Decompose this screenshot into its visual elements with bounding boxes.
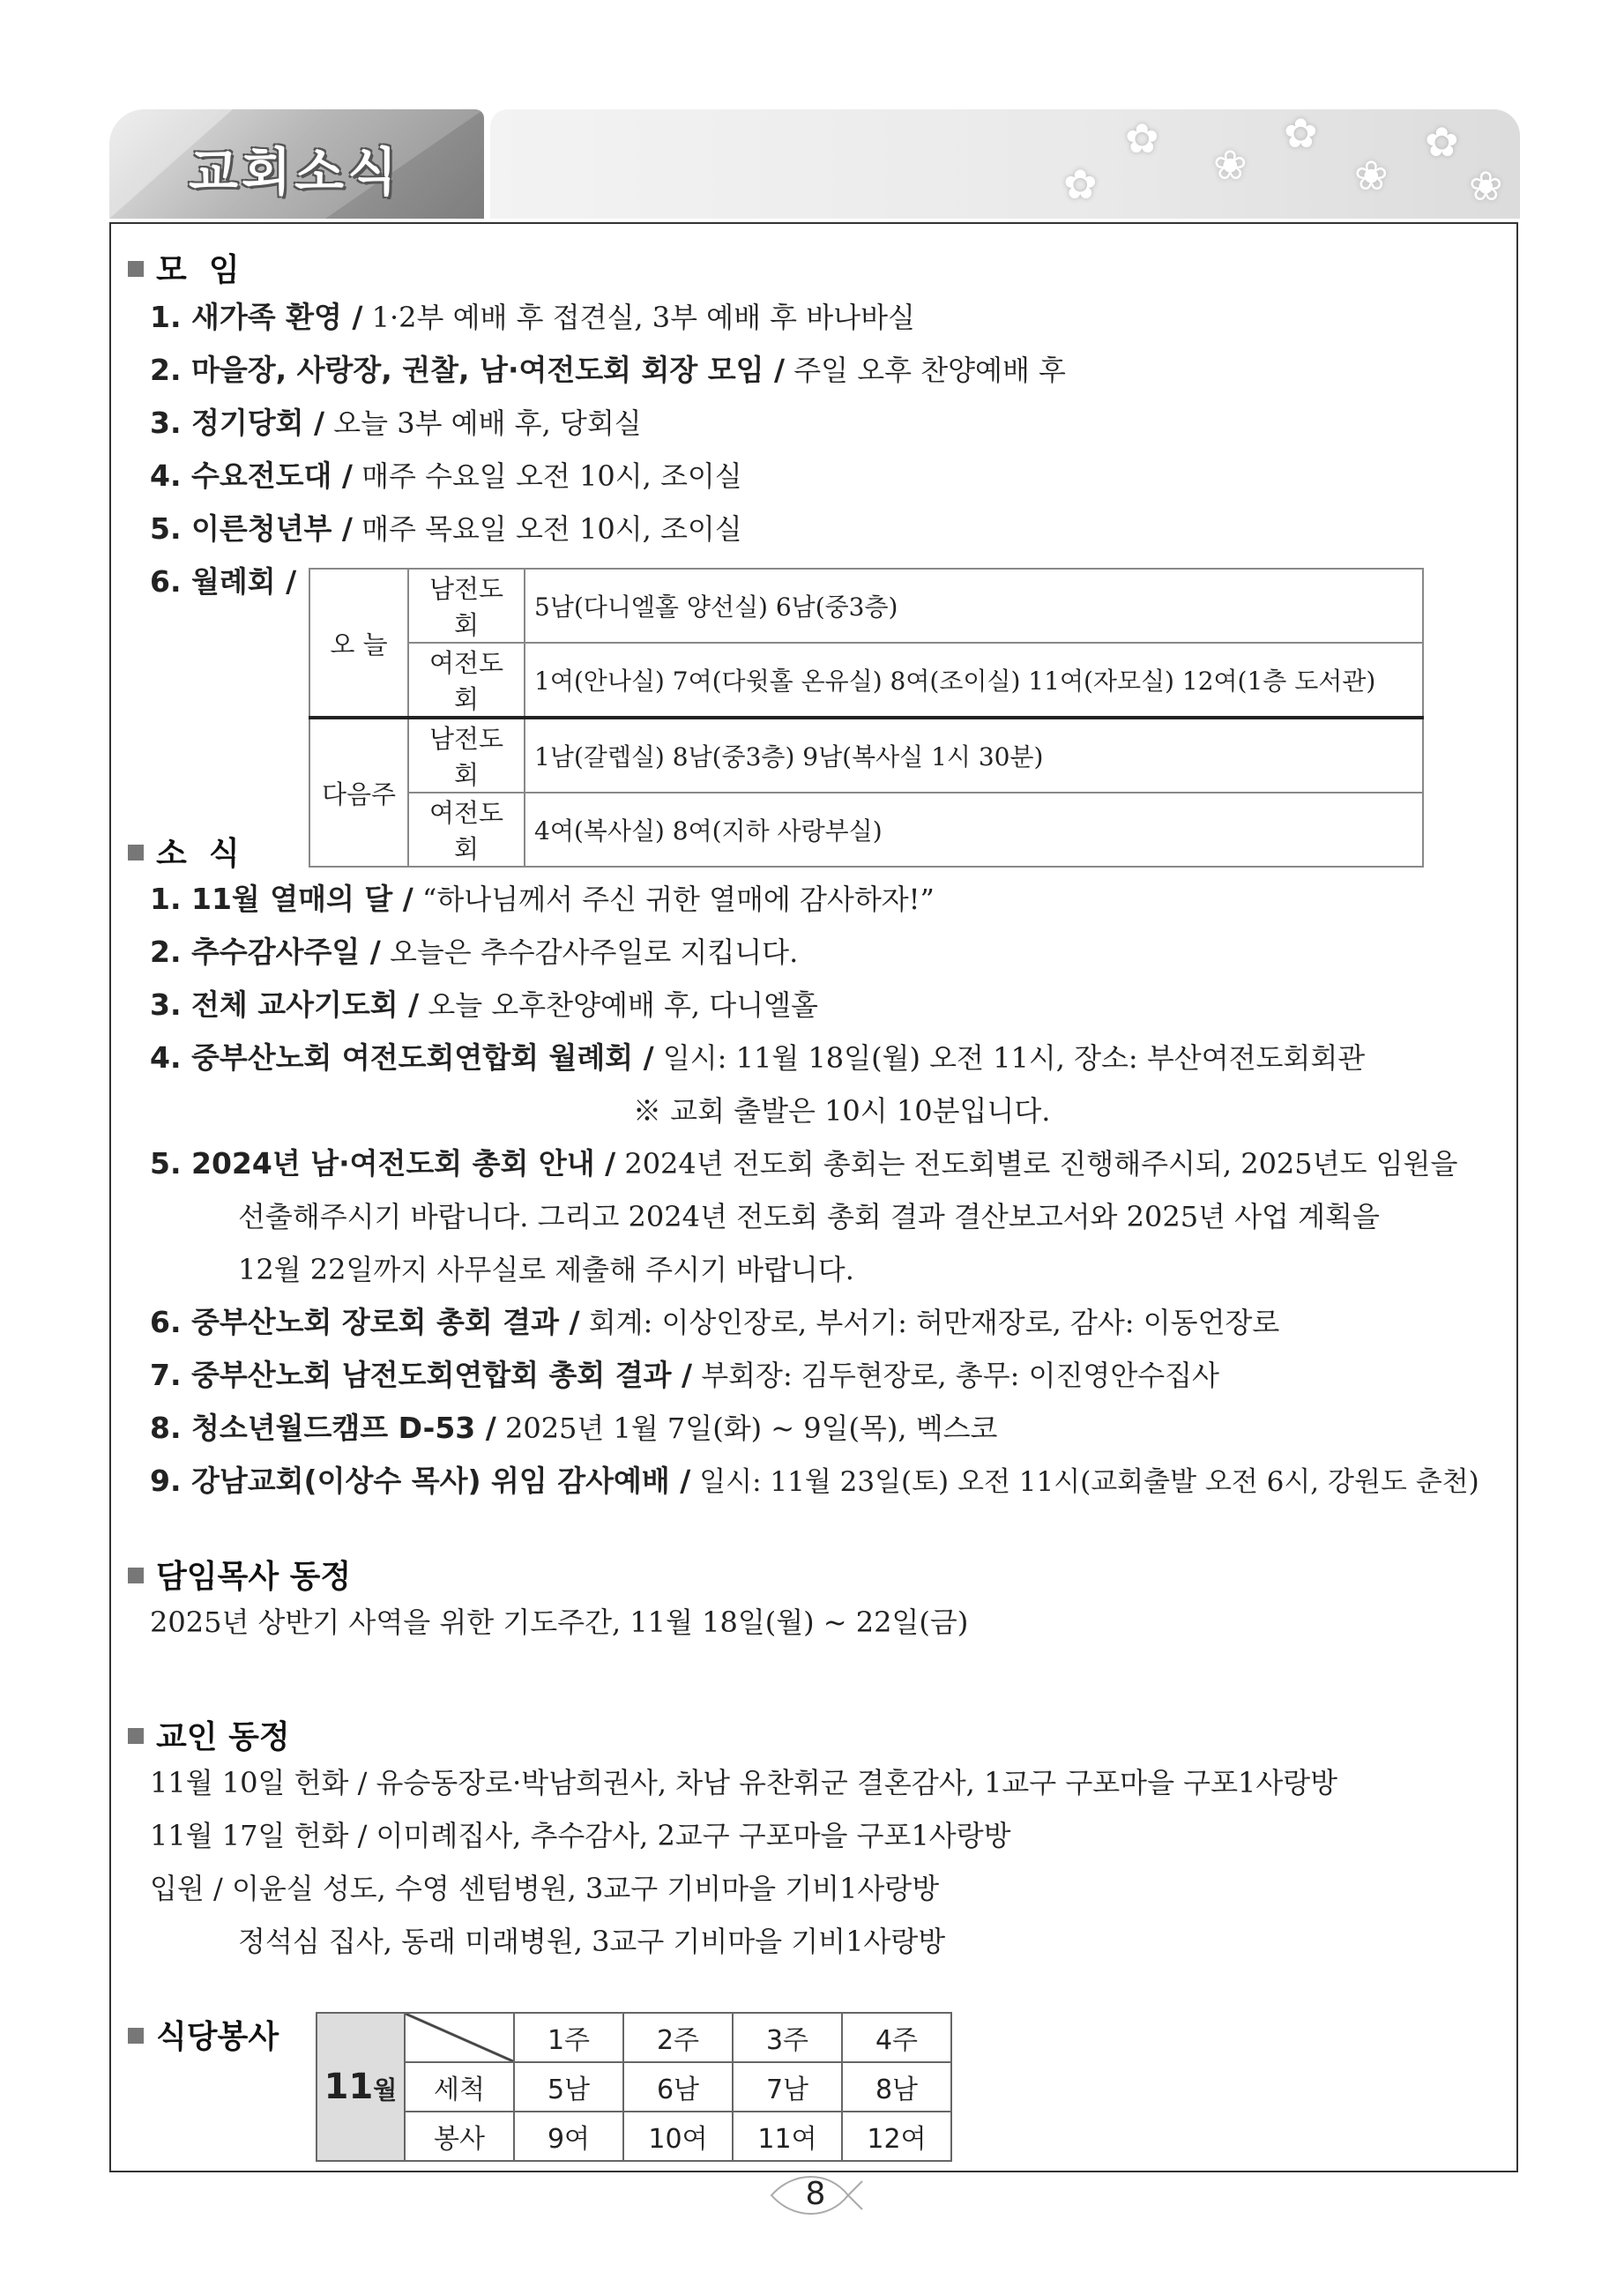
- blossom-icon: ✿: [1063, 160, 1098, 208]
- diagonal-header-cell: [405, 2013, 514, 2062]
- section-heading-pastor: 담임목사 동정: [128, 1552, 351, 1597]
- week-header: 3주: [733, 2013, 842, 2062]
- news-item: 9. 강남교회(이상수 목사) 위임 감사예배 / 일시: 11월 23일(토) 오전 11시(교회출발 오전 6시, 강원도 춘천): [150, 1464, 1479, 1498]
- header-tab: [109, 109, 484, 219]
- monthly-meeting-table: [309, 568, 1424, 868]
- section-heading-news: 소 식: [128, 829, 240, 874]
- member-news-line: 입원 / 이윤실 성도, 수영 센텀병원, 3교구 기비마을 기비1사랑방: [150, 1872, 940, 1905]
- blossom-icon: ✿: [1125, 115, 1159, 162]
- news-item-continued: 선출해주시기 바랍니다. 그리고 2024년 전도회 총회 결과 결산보고서와 2025년 사업 계획을: [238, 1200, 1380, 1233]
- month-cell: 11월: [317, 2013, 405, 2161]
- news-item: 3. 전체 교사기도회 / 오늘 오후찬양예배 후, 다니엘홀: [150, 987, 818, 1022]
- square-bullet-icon: [128, 261, 144, 277]
- news-item: 5. 2024년 남·여전도회 총회 안내 / 2024년 전도회 총회는 전도회별로 진행해주시되, 2025년도 임원을: [150, 1146, 1458, 1181]
- meeting-item: 5. 이른청년부 / 매주 목요일 오전 10시, 조이실: [150, 511, 742, 546]
- table-cell: 12여: [842, 2112, 951, 2161]
- detail-cell: 4여(복사실) 8여(지하 사랑부실): [525, 793, 1423, 867]
- detail-cell: 1남(갈렙실) 8남(중3층) 9남(복사실 1시 30분): [525, 718, 1423, 793]
- group-cell: 여전도회: [408, 643, 525, 718]
- table-cell: 5남: [514, 2062, 623, 2112]
- week-header: 4주: [842, 2013, 951, 2062]
- table-row: [309, 793, 1423, 867]
- pastor-schedule: 2025년 상반기 사역을 위한 기도주간, 11월 18일(월) ~ 22일(금): [150, 1605, 969, 1639]
- table-cell: 8남: [842, 2062, 951, 2112]
- news-item: 6. 중부산노회 장로회 총회 결과 / 회계: 이상인장로, 부서기: 허만재장로, 감사: 이동언장로: [150, 1305, 1280, 1339]
- table-row: [309, 643, 1423, 718]
- news-note: ※ 교회 출발은 10시 10분입니다.: [633, 1094, 1051, 1128]
- member-news-line: 11월 17일 헌화 / 이미례집사, 추수감사, 2교구 구포마을 구포1사랑방: [150, 1819, 1011, 1852]
- square-bullet-icon: [128, 1568, 144, 1583]
- meeting-item: 4. 수요전도대 / 매주 수요일 오전 10시, 조이실: [150, 458, 742, 493]
- table-cell: 10여: [623, 2112, 733, 2161]
- week-header: 2주: [623, 2013, 733, 2062]
- group-cell: 남전도회: [408, 569, 525, 643]
- blossom-icon: ❀: [1469, 162, 1503, 210]
- period-cell: 다음주: [309, 718, 408, 867]
- detail-cell: 1여(안나실) 7여(다윗홀 온유실) 8여(조이실) 11여(자모실) 12여(1층 도서관): [525, 643, 1423, 718]
- blossom-icon: ❀: [1354, 152, 1389, 199]
- table-cell: 9여: [514, 2112, 623, 2161]
- section-heading-meal: 식당봉사: [128, 2012, 279, 2057]
- group-cell: 여전도회: [408, 793, 525, 867]
- row-label: 세척: [405, 2062, 514, 2112]
- table-row: [309, 718, 1423, 793]
- blossom-icon: ✿: [1284, 109, 1318, 157]
- header-banner: [490, 109, 1520, 219]
- member-news-line: 11월 10일 헌화 / 유승동장로·박남희권사, 차남 유찬휘군 결혼감사, 1교구 구포마을 구포1사랑방: [150, 1766, 1338, 1799]
- period-cell: 오 늘: [309, 569, 408, 718]
- news-item: 7. 중부산노회 남전도회연합회 총회 결과 / 부회장: 김두현장로, 총무: 이진영안수집사: [150, 1358, 1219, 1392]
- meeting-item: 1. 새가족 환영 / 1·2부 예배 후 접견실, 3부 예배 후 바나바실: [150, 300, 915, 334]
- table-row: [317, 2062, 951, 2112]
- table-row: [317, 2112, 951, 2161]
- news-item: 1. 11월 열매의 달 / “하나님께서 주신 귀한 열매에 감사하자!”: [150, 882, 935, 916]
- blossom-icon: ✿: [1425, 118, 1459, 166]
- table-cell: 11여: [733, 2112, 842, 2161]
- row-label: 봉사: [405, 2112, 514, 2161]
- square-bullet-icon: [128, 1728, 144, 1744]
- week-header: 1주: [514, 2013, 623, 2062]
- detail-cell: 5남(다니엘홀 양선실) 6남(중3층): [525, 569, 1423, 643]
- page-number-badge: [767, 2169, 864, 2222]
- table-cell: 6남: [623, 2062, 733, 2112]
- square-bullet-icon: [128, 2028, 144, 2044]
- news-item-continued: 12월 22일까지 사무실로 제출해 주시기 바랍니다.: [238, 1253, 854, 1286]
- page-number: 8: [805, 2176, 826, 2212]
- square-bullet-icon: [128, 845, 144, 860]
- meeting-item: 2. 마을장, 사랑장, 권찰, 남·여전도회 회장 모임 / 주일 오후 찬양예배 후: [150, 353, 1066, 387]
- news-item: 2. 추수감사주일 / 오늘은 추수감사주일로 지킵니다.: [150, 935, 799, 969]
- news-item: 4. 중부산노회 여전도회연합회 월례회 / 일시: 11월 18일(월) 오전 11시, 장소: 부산여전도회회관: [150, 1040, 1366, 1075]
- meeting-item: 3. 정기당회 / 오늘 3부 예배 후, 당회실: [150, 406, 642, 440]
- meeting-item: 6. 월례회 /: [150, 564, 297, 599]
- section-heading-meetings: 모 임: [128, 245, 240, 290]
- news-item: 8. 청소년월드캠프 D-53 / 2025년 1월 7일(화) ~ 9일(목), 벡스코: [150, 1411, 998, 1445]
- meal-service-table: [316, 2012, 952, 2162]
- group-cell: 남전도회: [408, 718, 525, 793]
- table-header-row: [317, 2013, 951, 2062]
- table-row: [309, 569, 1423, 643]
- table-cell: 7남: [733, 2062, 842, 2112]
- blossom-icon: ❀: [1213, 141, 1248, 189]
- section-heading-members: 교인 동정: [128, 1712, 290, 1757]
- member-news-line: 정석심 집사, 동래 미래병원, 3교구 기비마을 기비1사랑방: [238, 1925, 946, 1958]
- page-title: 교회소식: [189, 142, 401, 202]
